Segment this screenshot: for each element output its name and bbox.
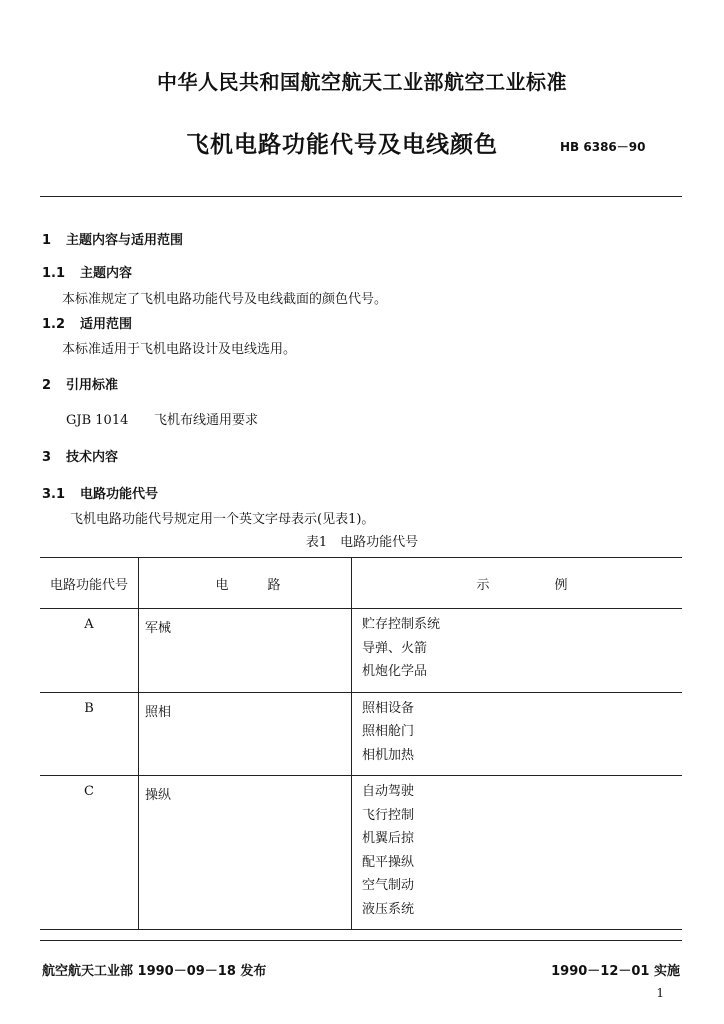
example-cell <box>352 776 683 930</box>
circuit-cell: 军械 <box>139 609 352 693</box>
section-2-heading <box>42 374 118 393</box>
document-title: 飞机电路功能代号及电线颜色 <box>186 132 498 158</box>
section-number: 1.1 <box>42 266 66 281</box>
table-row <box>40 776 682 930</box>
example-item: 空气制动 <box>362 878 415 893</box>
example-item: 配平操纵 <box>362 854 415 870</box>
section-title: 引用标准 <box>66 378 119 393</box>
example-item: 导弹、火箭 <box>362 640 428 656</box>
section-title: 技术内容 <box>66 450 119 465</box>
example-item: 照相设备 <box>362 700 415 716</box>
header-divider <box>40 196 682 197</box>
table-row <box>40 692 682 776</box>
page-number: 1 <box>656 986 664 1000</box>
section-number: 3.1 <box>42 487 66 502</box>
section-number: 1 <box>42 233 52 248</box>
section-1-1-text: 本标准规定了飞机电路功能代号及电线截面的颜色代号。 <box>62 292 388 307</box>
reference-standard <box>66 409 258 428</box>
reference-title: 飞机布线通用要求 <box>154 413 259 428</box>
section-title: 适用范围 <box>80 317 133 332</box>
column-header-code: 电路功能代号 <box>40 558 139 609</box>
example-item: 液压系统 <box>362 901 415 917</box>
example-item: 相机加热 <box>362 747 415 763</box>
issue-date: 航空航天工业部 1990－09－18 发布 <box>42 964 267 979</box>
example-item: 飞行控制 <box>362 807 415 823</box>
section-1-1-heading <box>42 262 132 281</box>
section-1-2-heading <box>42 313 132 332</box>
section-title: 电路功能代号 <box>80 487 159 502</box>
table-row <box>40 609 682 693</box>
section-number: 3 <box>42 450 52 465</box>
circuit-cell: 操纵 <box>139 776 352 930</box>
section-title: 主题内容与适用范围 <box>66 233 184 248</box>
example-item: 贮存控制系统 <box>362 617 441 632</box>
example-item: 照相舱门 <box>362 724 415 739</box>
function-code-cell: B <box>40 692 139 776</box>
table-caption: 表1 电路功能代号 <box>305 535 419 550</box>
circuit-function-code-table <box>40 557 682 930</box>
column-header-example: 示 例 <box>352 558 683 609</box>
section-number: 1.2 <box>42 317 66 332</box>
section-3-1-heading <box>42 483 158 502</box>
footer-divider <box>40 940 682 941</box>
reference-code: GJB 1014 <box>66 413 129 428</box>
section-number: 2 <box>42 378 52 393</box>
function-code-cell: A <box>40 609 139 693</box>
example-item: 机翼后掠 <box>362 831 415 846</box>
example-cell <box>352 692 683 776</box>
section-3-heading <box>42 446 118 465</box>
example-item: 自动驾驶 <box>362 784 415 799</box>
circuit-cell: 照相 <box>139 692 352 776</box>
example-item: 机炮化学品 <box>362 664 428 679</box>
issuing-organization: 中华人民共和国航空航天工业部航空工业标准 <box>157 70 567 94</box>
section-3-1-text: 飞机电路功能代号规定用一个英文字母表示(见表1)。 <box>70 512 375 527</box>
example-cell <box>352 609 683 693</box>
effective-date: 1990－12－01 实施 <box>551 964 680 979</box>
function-code-cell: C <box>40 776 139 930</box>
standard-code: HB 6386－90 <box>560 140 646 154</box>
section-1-2-text: 本标准适用于飞机电路设计及电线选用。 <box>62 342 297 357</box>
section-title: 主题内容 <box>80 266 133 281</box>
section-1-heading <box>42 229 183 248</box>
column-header-circuit: 电 路 <box>139 558 352 609</box>
